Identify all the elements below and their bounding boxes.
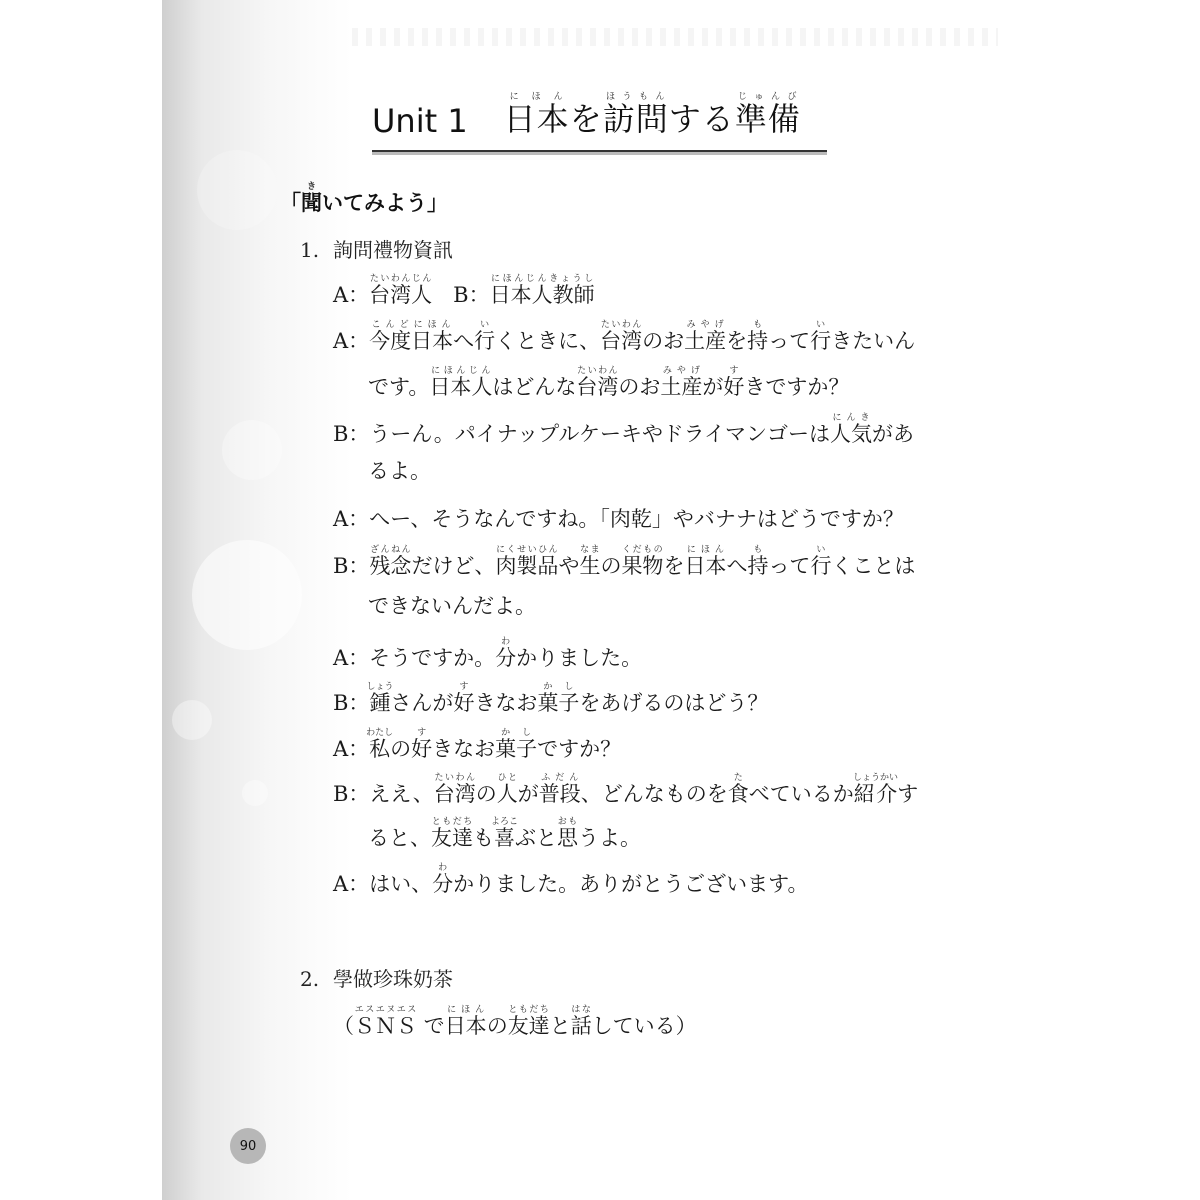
subsection-number: 1. [300,238,320,262]
sns-line: （ＳＮＳエスエヌエス で日本にほんの友達ともだちと話はなしている） [333,1005,697,1038]
subsection-2 [300,963,453,992]
dialogue-line: A：私わたしの好すきなお菓子かしですか？ [333,728,622,761]
decorative-circle [242,780,268,806]
dialogue-line: できないんだよ。 [368,594,536,618]
roles-line: A：台湾人たいわんじん B：日本人教師にほんじんきょうし [333,274,595,307]
subsection-label: 詢問禮物資訊 [333,238,453,262]
title-underline [372,150,827,155]
decorative-circle [197,150,277,230]
dialogue-line: B：残念ざんねんだけど、肉製品にくせいひんや生なまの果物くだものを日本にほんへ持もって行いくことは [333,545,916,578]
dialogue-line: A：今度こんど日本にほんへ行いくときに、台湾たいわんのお土産みやげを持もって行いきたいん [333,320,916,353]
dialogue-line: るよ。 [368,459,431,483]
page-number: 90 [230,1128,266,1164]
section-heading: 「聞きいてみよう」 [280,182,448,215]
dialogue-line: A：へー、そうなんですね。「肉乾」やバナナはどうですか？ [333,507,904,531]
subsection-1 [300,234,453,263]
decorative-circle [172,700,212,740]
decorative-circle [192,540,302,650]
dialogue-line: です。日本人にほんじんはどんな台湾たいわんのお土産みやげが好すきですか？ [368,366,850,399]
unit-title [372,92,827,140]
dialogue-line: ると、友達ともだちも喜よろこぶと思おもうよ。 [368,817,641,850]
dialogue-line: B：ええ、台湾たいわんの人ひとが普段ふだん、どんなものを食たべているか紹介しょうかいす [333,773,919,806]
dialogue-line: B：鍾しょうさんが好すきなお菓子かしをあげるのはどう？ [333,682,769,715]
decorative-circle [222,420,282,480]
decorative-band [352,28,998,46]
dialogue-line: B：うーん。パイナップルケーキやドライマンゴーは人気にんきがあ [333,413,914,446]
unit-title-text: 日本にほんを訪問ほうもんする準備じゅんび [503,92,801,138]
dialogue-line: A：はい、分わかりました。ありがとうございます。 [333,863,809,896]
subsection-label: 學做珍珠奶茶 [333,967,453,991]
unit-label: Unit 1 [372,102,468,140]
subsection-number: 2. [300,967,320,991]
dialogue-line: A：そうですか。分わかりました。 [333,637,643,670]
